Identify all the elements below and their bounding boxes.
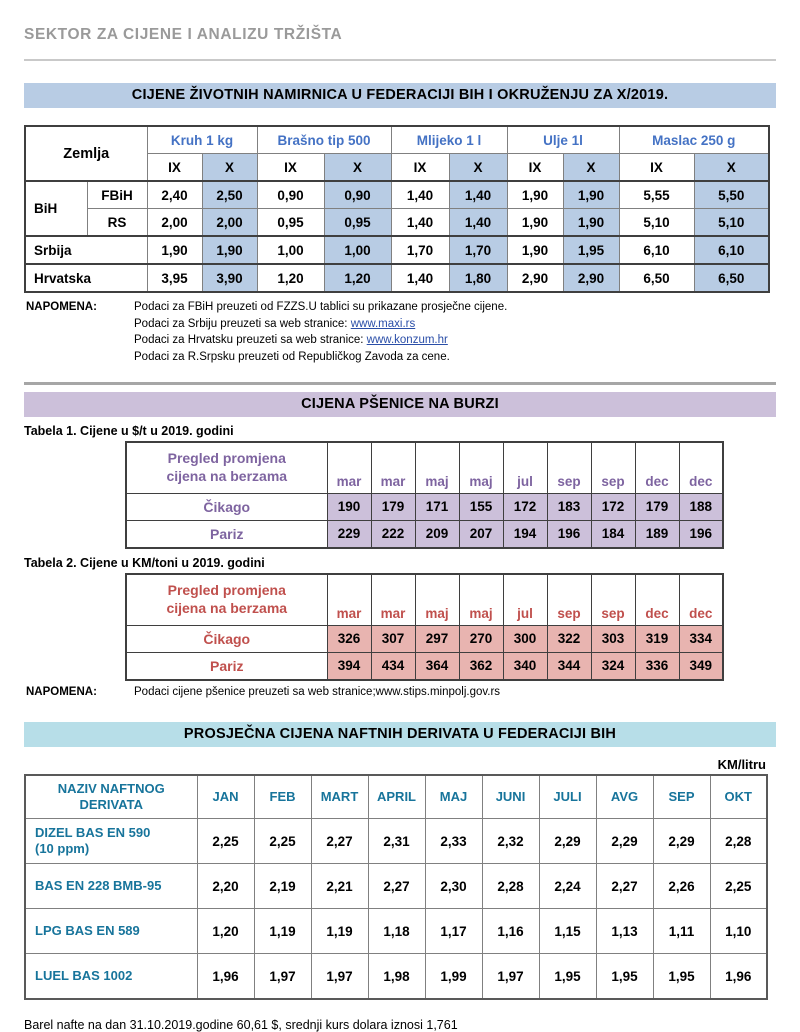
cell-value: 2,90 <box>563 264 619 292</box>
cell-value: 270 <box>459 625 503 652</box>
table-row <box>126 625 723 652</box>
row-label-line2: (10 ppm) <box>35 841 90 857</box>
wheat-table1-caption: Tabela 1. Cijene u $/t u 2019. godini <box>24 423 234 438</box>
header-cell-month: OKT <box>710 775 767 819</box>
cell-value: 2,30 <box>425 864 482 909</box>
header-cell-month-ix-1: IX <box>257 154 324 182</box>
cell-value: 2,21 <box>311 864 368 909</box>
cell-value: 1,95 <box>653 954 710 1000</box>
cell-value: 1,40 <box>391 181 449 209</box>
cell-value: 1,40 <box>449 209 507 237</box>
row-label-line1: BAS EN 228 BMB-95 <box>35 878 162 894</box>
cell-value: 1,40 <box>391 209 449 237</box>
header-title-line1: Pregled promjena <box>167 450 286 467</box>
link-maxi-rs[interactable]: www.maxi.rs <box>350 317 416 330</box>
row-label-luel <box>25 954 197 1000</box>
fuel-unit-label: KM/litru <box>717 757 766 773</box>
header-cell-month: sep <box>591 574 635 626</box>
cell-value: 2,20 <box>197 864 254 909</box>
header-cell-month-ix-0: IX <box>147 154 202 182</box>
cell-value: 1,20 <box>197 909 254 954</box>
napomena-text: Podaci za R.Srpsku preuzeti od Republičkog Zavoda za cene. <box>134 351 450 364</box>
cell-value: 3,95 <box>147 264 202 292</box>
wheat-section-banner: CIJENA PŠENICE NA BURZI <box>24 392 776 417</box>
cell-value: 183 <box>547 493 591 520</box>
header-cell-title <box>126 574 327 626</box>
table-row-product-headers <box>25 126 769 154</box>
cell-value: 394 <box>327 652 371 680</box>
table-row <box>25 864 767 909</box>
cell-value: 1,17 <box>425 909 482 954</box>
cell-value: 2,26 <box>653 864 710 909</box>
cell-value: 297 <box>415 625 459 652</box>
table-row <box>25 954 767 1000</box>
header-cell-month: AVG <box>596 775 653 819</box>
header-cell-product-0: Kruh 1 kg <box>147 126 257 154</box>
row-label-fbih: FBiH <box>87 181 147 209</box>
cell-value: 2,24 <box>539 864 596 909</box>
cell-value: 1,16 <box>482 909 539 954</box>
header-cell-month: APRIL <box>368 775 425 819</box>
cell-value: 334 <box>679 625 723 652</box>
cell-value: 207 <box>459 520 503 548</box>
row-label-lpg <box>25 909 197 954</box>
cell-value: 190 <box>327 493 371 520</box>
header-cell-month: JAN <box>197 775 254 819</box>
cell-value: 1,80 <box>449 264 507 292</box>
cell-value: 172 <box>591 493 635 520</box>
cell-value: 2,25 <box>710 864 767 909</box>
link-konzum-hr[interactable]: www.konzum.hr <box>366 334 448 347</box>
cell-value: 0,90 <box>324 181 391 209</box>
cell-value: 2,50 <box>202 181 257 209</box>
cell-value: 340 <box>503 652 547 680</box>
cell-value: 1,10 <box>710 909 767 954</box>
cell-value: 1,97 <box>311 954 368 1000</box>
header-cell-month: dec <box>679 442 723 494</box>
table-row-header <box>126 574 723 626</box>
cell-value: 0,95 <box>257 209 324 237</box>
cell-value: 1,40 <box>449 181 507 209</box>
cell-value: 336 <box>635 652 679 680</box>
cell-value: 1,70 <box>391 236 449 264</box>
header-cell-month: maj <box>415 442 459 494</box>
cell-value: 5,10 <box>619 209 694 237</box>
cell-value: 2,27 <box>368 864 425 909</box>
cell-value: 300 <box>503 625 547 652</box>
header-cell-country: Zemlja <box>25 126 147 181</box>
cell-value: 362 <box>459 652 503 680</box>
cell-value: 326 <box>327 625 371 652</box>
row-group-label-bih: BiH <box>25 181 87 236</box>
header-cell-month: MAJ <box>425 775 482 819</box>
row-label-line1: LPG BAS EN 589 <box>35 923 140 939</box>
cell-value: 349 <box>679 652 723 680</box>
cell-value: 1,95 <box>539 954 596 1000</box>
table-row <box>126 520 723 548</box>
header-cell-month: dec <box>635 442 679 494</box>
row-label-cikago: Čikago <box>126 625 327 652</box>
cell-value: 2,00 <box>147 209 202 237</box>
header-cell-month-x-4: X <box>694 154 769 182</box>
cell-value: 2,90 <box>507 264 563 292</box>
cell-value: 1,20 <box>324 264 391 292</box>
napomena-text: Podaci za Hrvatsku preuzeti sa web stranice: <box>134 334 367 347</box>
table-row-header <box>25 775 767 819</box>
cell-value: 229 <box>327 520 371 548</box>
cell-value: 1,90 <box>507 181 563 209</box>
row-label-bas-en-228 <box>25 864 197 909</box>
napomena-line-1 <box>134 316 507 333</box>
cell-value: 155 <box>459 493 503 520</box>
table-row <box>126 652 723 680</box>
cell-value: 1,70 <box>449 236 507 264</box>
cell-value: 303 <box>591 625 635 652</box>
cell-value: 1,90 <box>147 236 202 264</box>
food-prices-table-container <box>24 125 800 293</box>
header-cell-month: maj <box>459 574 503 626</box>
header-cell-title <box>126 442 327 494</box>
cell-value: 1,40 <box>391 264 449 292</box>
cell-value: 1,95 <box>596 954 653 1000</box>
cell-value: 2,29 <box>539 819 596 864</box>
napomena-line-3 <box>134 349 507 366</box>
cell-value: 2,19 <box>254 864 311 909</box>
wheat-table2-container <box>125 573 800 681</box>
header-cell-month: mar <box>371 574 415 626</box>
cell-value: 1,96 <box>197 954 254 1000</box>
cell-value: 3,90 <box>202 264 257 292</box>
cell-value: 1,90 <box>563 209 619 237</box>
header-cell-month: mar <box>327 574 371 626</box>
cell-value: 2,25 <box>197 819 254 864</box>
header-cell-month-x-1: X <box>324 154 391 182</box>
napomena-lines <box>134 299 507 366</box>
cell-value: 1,97 <box>254 954 311 1000</box>
header-cell-month: jul <box>503 442 547 494</box>
cell-value: 1,97 <box>482 954 539 1000</box>
cell-value: 1,90 <box>507 209 563 237</box>
cell-value: 1,19 <box>254 909 311 954</box>
cell-value: 1,95 <box>563 236 619 264</box>
header-cell-month: MART <box>311 775 368 819</box>
cell-value: 1,90 <box>507 236 563 264</box>
header-cell-month-x-2: X <box>449 154 507 182</box>
napomena-text: Podaci za FBiH preuzeti od FZZS.U tablici su prikazane prosječne cijene. <box>134 301 508 314</box>
footer-note: Barel nafte na dan 31.10.2019.godine 60,61 $, srednji kurs dolara iznosi 1,761 <box>24 1018 458 1032</box>
cell-value: 1,13 <box>596 909 653 954</box>
cell-value: 5,50 <box>694 181 769 209</box>
napomena-label: NAPOMENA: <box>26 301 97 314</box>
row-label-srbija: Srbija <box>25 236 147 264</box>
header-cell-month-ix-4: IX <box>619 154 694 182</box>
header-cell-product-1: Brašno tip 500 <box>257 126 391 154</box>
napomena-text: Podaci za Srbiju preuzeti sa web stranice: <box>134 317 351 330</box>
table-row <box>25 181 769 209</box>
cell-value: 1,90 <box>202 236 257 264</box>
header-title-line2: cijena na berzama <box>166 599 288 616</box>
cell-value: 196 <box>679 520 723 548</box>
food-napomena <box>26 299 800 366</box>
header-cell-product-2: Mlijeko 1 l <box>391 126 507 154</box>
cell-value: 322 <box>547 625 591 652</box>
header-title-line1: Pregled promjena <box>167 582 286 599</box>
cell-value: 6,50 <box>694 264 769 292</box>
table-row <box>25 236 769 264</box>
row-label-pariz: Pariz <box>126 652 327 680</box>
cell-value: 2,31 <box>368 819 425 864</box>
header-cell-month-x-0: X <box>202 154 257 182</box>
wheat-prices-usd-table <box>125 441 724 549</box>
cell-value: 324 <box>591 652 635 680</box>
cell-value: 188 <box>679 493 723 520</box>
cell-value: 6,10 <box>619 236 694 264</box>
header-cell-month: dec <box>679 574 723 626</box>
cell-value: 2,28 <box>482 864 539 909</box>
cell-value: 1,19 <box>311 909 368 954</box>
cell-value: 2,00 <box>202 209 257 237</box>
cell-value: 1,00 <box>324 236 391 264</box>
cell-value: 1,15 <box>539 909 596 954</box>
row-label-pariz: Pariz <box>126 520 327 548</box>
cell-value: 6,50 <box>619 264 694 292</box>
header-cell-month: mar <box>327 442 371 494</box>
table-row <box>126 493 723 520</box>
table-row <box>25 209 769 237</box>
header-cell-month: SEP <box>653 775 710 819</box>
cell-value: 0,95 <box>324 209 391 237</box>
header-cell-month: JUNI <box>482 775 539 819</box>
cell-value: 434 <box>371 652 415 680</box>
fuel-prices-table-container <box>24 774 800 1000</box>
cell-value: 209 <box>415 520 459 548</box>
napomena-lines <box>134 684 500 701</box>
cell-value: 364 <box>415 652 459 680</box>
cell-value: 1,90 <box>563 181 619 209</box>
cell-value: 307 <box>371 625 415 652</box>
page-title: SEKTOR ZA CIJENE I ANALIZU TRŽIŠTA <box>24 26 343 43</box>
cell-value: 1,11 <box>653 909 710 954</box>
cell-value: 172 <box>503 493 547 520</box>
header-cell-month: jul <box>503 574 547 626</box>
cell-value: 1,99 <box>425 954 482 1000</box>
cell-value: 194 <box>503 520 547 548</box>
header-title-line2: cijena na berzama <box>166 467 288 484</box>
header-cell-product-3: Ulje 1l <box>507 126 619 154</box>
cell-value: 2,32 <box>482 819 539 864</box>
row-label-hrvatska: Hrvatska <box>25 264 147 292</box>
cell-value: 222 <box>371 520 415 548</box>
header-line2: DERIVATA <box>79 797 144 813</box>
napomena-line-0: Podaci cijene pšenice preuzeti sa web stranice;www.stips.minpolj.gov.rs <box>134 685 501 698</box>
row-label-cikago: Čikago <box>126 493 327 520</box>
header-cell-month: dec <box>635 574 679 626</box>
table-row <box>25 909 767 954</box>
header-cell-month: sep <box>547 574 591 626</box>
header-cell-month-ix-3: IX <box>507 154 563 182</box>
table-row-header <box>126 442 723 494</box>
row-label-rs: RS <box>87 209 147 237</box>
wheat-table2-caption: Tabela 2. Cijene u KM/toni u 2019. godini <box>24 555 265 570</box>
wheat-napomena <box>26 684 800 701</box>
cell-value: 1,18 <box>368 909 425 954</box>
row-label-line1: DIZEL BAS EN 590 <box>35 825 151 841</box>
table-row <box>25 264 769 292</box>
row-label-line1: LUEL BAS 1002 <box>35 968 133 984</box>
napomena-line-2 <box>134 332 507 349</box>
cell-value: 2,27 <box>596 864 653 909</box>
header-cell-product-4: Maslac 250 g <box>619 126 769 154</box>
document-header <box>0 0 800 43</box>
cell-value: 344 <box>547 652 591 680</box>
cell-value: 5,55 <box>619 181 694 209</box>
header-cell-month: sep <box>591 442 635 494</box>
fuel-section-banner: PROSJEČNA CIJENA NAFTNIH DERIVATA U FEDERACIJI BIH <box>24 722 776 747</box>
header-cell-derivative-name <box>25 775 197 819</box>
cell-value: 179 <box>371 493 415 520</box>
wheat-table1-container <box>125 441 800 549</box>
cell-value: 1,00 <box>257 236 324 264</box>
cell-value: 2,28 <box>710 819 767 864</box>
cell-value: 2,27 <box>311 819 368 864</box>
fuel-prices-table <box>24 774 768 1000</box>
header-line1: NAZIV NAFTNOG <box>57 781 165 797</box>
cell-value: 184 <box>591 520 635 548</box>
cell-value: 189 <box>635 520 679 548</box>
cell-value: 0,90 <box>257 181 324 209</box>
header-cell-month: mar <box>371 442 415 494</box>
cell-value: 2,29 <box>653 819 710 864</box>
cell-value: 2,25 <box>254 819 311 864</box>
header-cell-month: sep <box>547 442 591 494</box>
cell-value: 2,29 <box>596 819 653 864</box>
header-cell-month: maj <box>459 442 503 494</box>
cell-value: 2,33 <box>425 819 482 864</box>
cell-value: 179 <box>635 493 679 520</box>
cell-value: 2,40 <box>147 181 202 209</box>
cell-value: 5,10 <box>694 209 769 237</box>
napomena-label: NAPOMENA: <box>26 685 97 698</box>
header-cell-month: maj <box>415 574 459 626</box>
wheat-prices-km-table <box>125 573 724 681</box>
table-row <box>25 819 767 864</box>
section-divider <box>24 382 776 385</box>
cell-value: 171 <box>415 493 459 520</box>
row-label-dizel <box>25 819 197 864</box>
cell-value: 6,10 <box>694 236 769 264</box>
header-cell-month: FEB <box>254 775 311 819</box>
food-section-banner: CIJENE ŽIVOTNIH NAMIRNICA U FEDERACIJI BIH I OKRUŽENJU ZA X/2019. <box>24 83 776 108</box>
header-cell-month-x-3: X <box>563 154 619 182</box>
napomena-line-0 <box>134 299 507 316</box>
cell-value: 1,98 <box>368 954 425 1000</box>
cell-value: 1,96 <box>710 954 767 1000</box>
header-cell-month: JULI <box>539 775 596 819</box>
cell-value: 1,20 <box>257 264 324 292</box>
header-cell-month-ix-2: IX <box>391 154 449 182</box>
cell-value: 196 <box>547 520 591 548</box>
cell-value: 319 <box>635 625 679 652</box>
food-prices-table <box>24 125 770 293</box>
